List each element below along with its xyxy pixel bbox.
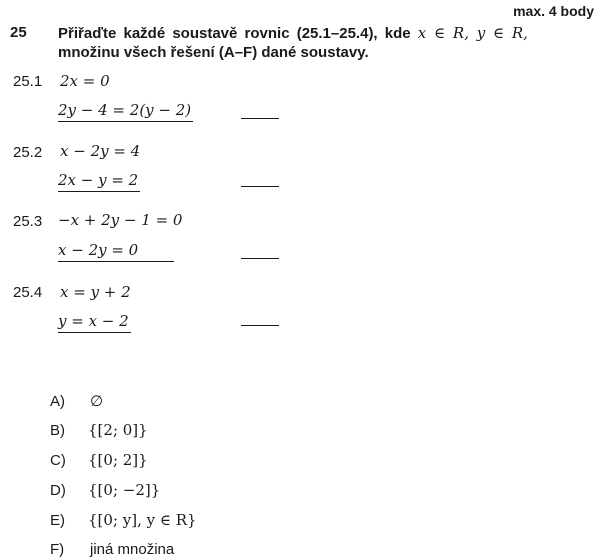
system-eq1: x − 2y = 4 xyxy=(60,142,141,160)
system-eq1: 2x = 0 xyxy=(60,72,110,90)
answer-blank[interactable] xyxy=(241,186,279,187)
system-eq2: x − 2y = 0 xyxy=(58,241,174,262)
question-text-part1: Přiřaďte každé soustavě rovnic (25.1–25.4), kde xyxy=(58,25,411,42)
option-text: {[2; 0]} xyxy=(88,421,148,439)
answer-blank[interactable] xyxy=(241,325,279,326)
system-eq2: y = x − 2 xyxy=(58,312,131,333)
system-id: 25.2 xyxy=(13,144,43,161)
question-text-line1 xyxy=(58,24,528,42)
max-points-label: max. 4 body xyxy=(513,3,594,19)
option-letter: C) xyxy=(50,452,66,469)
option-text: {[0; 2]} xyxy=(88,451,148,469)
question-text-line2: množinu všech řešení (A–F) dané soustavy. xyxy=(58,44,369,61)
system-id: 25.3 xyxy=(13,213,43,230)
option-text: {[0; −2]} xyxy=(88,481,161,499)
answer-blank[interactable] xyxy=(241,118,279,119)
option-letter: E) xyxy=(50,512,65,529)
system-id: 25.1 xyxy=(13,73,43,90)
option-letter: A) xyxy=(50,393,65,410)
option-letter: F) xyxy=(50,541,65,558)
option-text: {[0; y], y ∈ R} xyxy=(88,511,197,529)
option-text: ∅ xyxy=(90,392,104,410)
system-eq1: −x + 2y − 1 = 0 xyxy=(58,211,183,229)
option-letter: D) xyxy=(50,482,66,499)
option-text: jiná množina xyxy=(90,541,175,558)
system-eq1: x = y + 2 xyxy=(60,283,131,301)
system-eq2: 2y − 4 = 2(y − 2) xyxy=(58,101,193,122)
option-letter: B) xyxy=(50,422,65,439)
system-eq2: 2x − y = 2 xyxy=(58,171,140,192)
question-number: 25 xyxy=(10,24,27,41)
question-domain-math: x ∈ R, y ∈ R, xyxy=(417,24,528,42)
system-id: 25.4 xyxy=(13,284,43,301)
answer-blank[interactable] xyxy=(241,258,279,259)
